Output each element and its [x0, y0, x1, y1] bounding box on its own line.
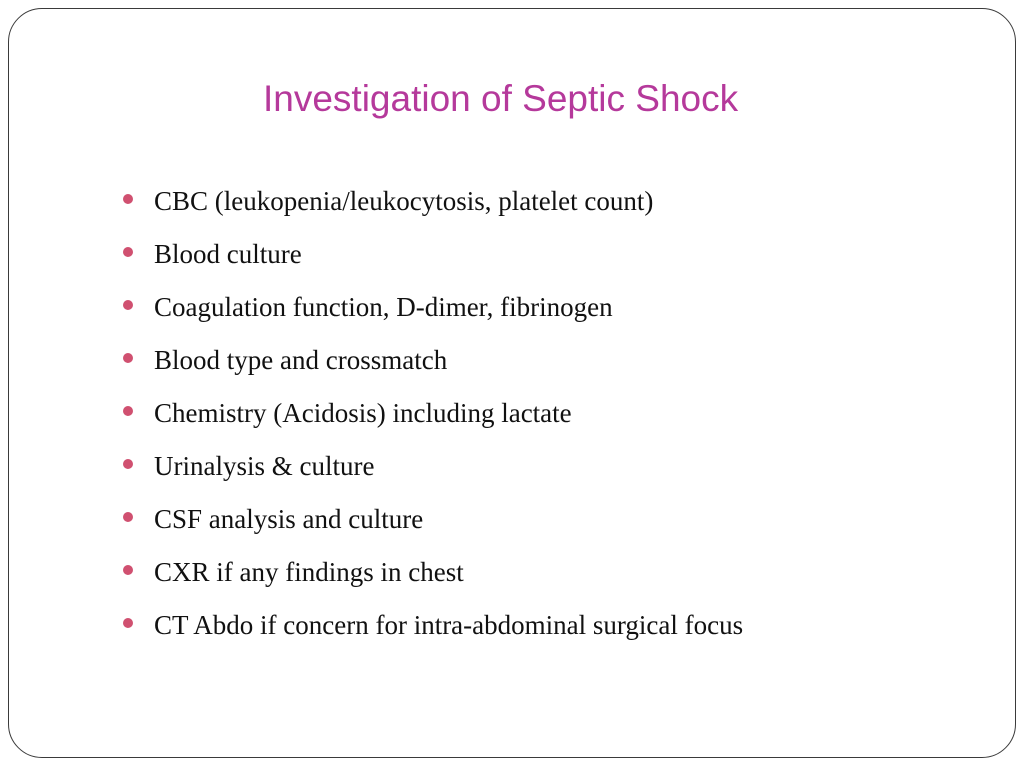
bullet-text: Coagulation function, D-dimer, fibrinogen	[154, 292, 613, 322]
bullet-list	[123, 175, 743, 652]
slide-frame	[8, 8, 1016, 758]
bullet-icon	[123, 194, 133, 204]
bullet-icon	[123, 406, 133, 416]
slide-title: Investigation of Septic Shock	[263, 78, 739, 119]
list-item	[123, 440, 743, 493]
bullet-text: CBC (leukopenia/leukocytosis, platelet count)	[154, 186, 654, 216]
list-item	[123, 546, 743, 599]
bullet-text: CT Abdo if concern for intra-abdominal surgical focus	[154, 610, 744, 640]
list-item	[123, 599, 743, 652]
list-item	[123, 387, 743, 440]
list-item	[123, 175, 743, 228]
bullet-text: CSF analysis and culture	[154, 504, 424, 534]
bullet-text: CXR if any findings in chest	[154, 557, 464, 587]
bullet-text: Chemistry (Acidosis) including lactate	[154, 398, 572, 428]
bullet-icon	[123, 247, 133, 257]
list-item	[123, 228, 743, 281]
list-item	[123, 493, 743, 546]
bullet-text: Blood culture	[154, 239, 302, 269]
list-item	[123, 334, 743, 387]
bullet-icon	[123, 618, 133, 628]
bullet-icon	[123, 512, 133, 522]
bullet-text: Urinalysis & culture	[154, 451, 375, 481]
list-item	[123, 281, 743, 334]
bullet-text: Blood type and crossmatch	[154, 345, 448, 375]
bullet-icon	[123, 300, 133, 310]
bullet-icon	[123, 459, 133, 469]
bullet-icon	[123, 353, 133, 363]
bullet-icon	[123, 565, 133, 575]
